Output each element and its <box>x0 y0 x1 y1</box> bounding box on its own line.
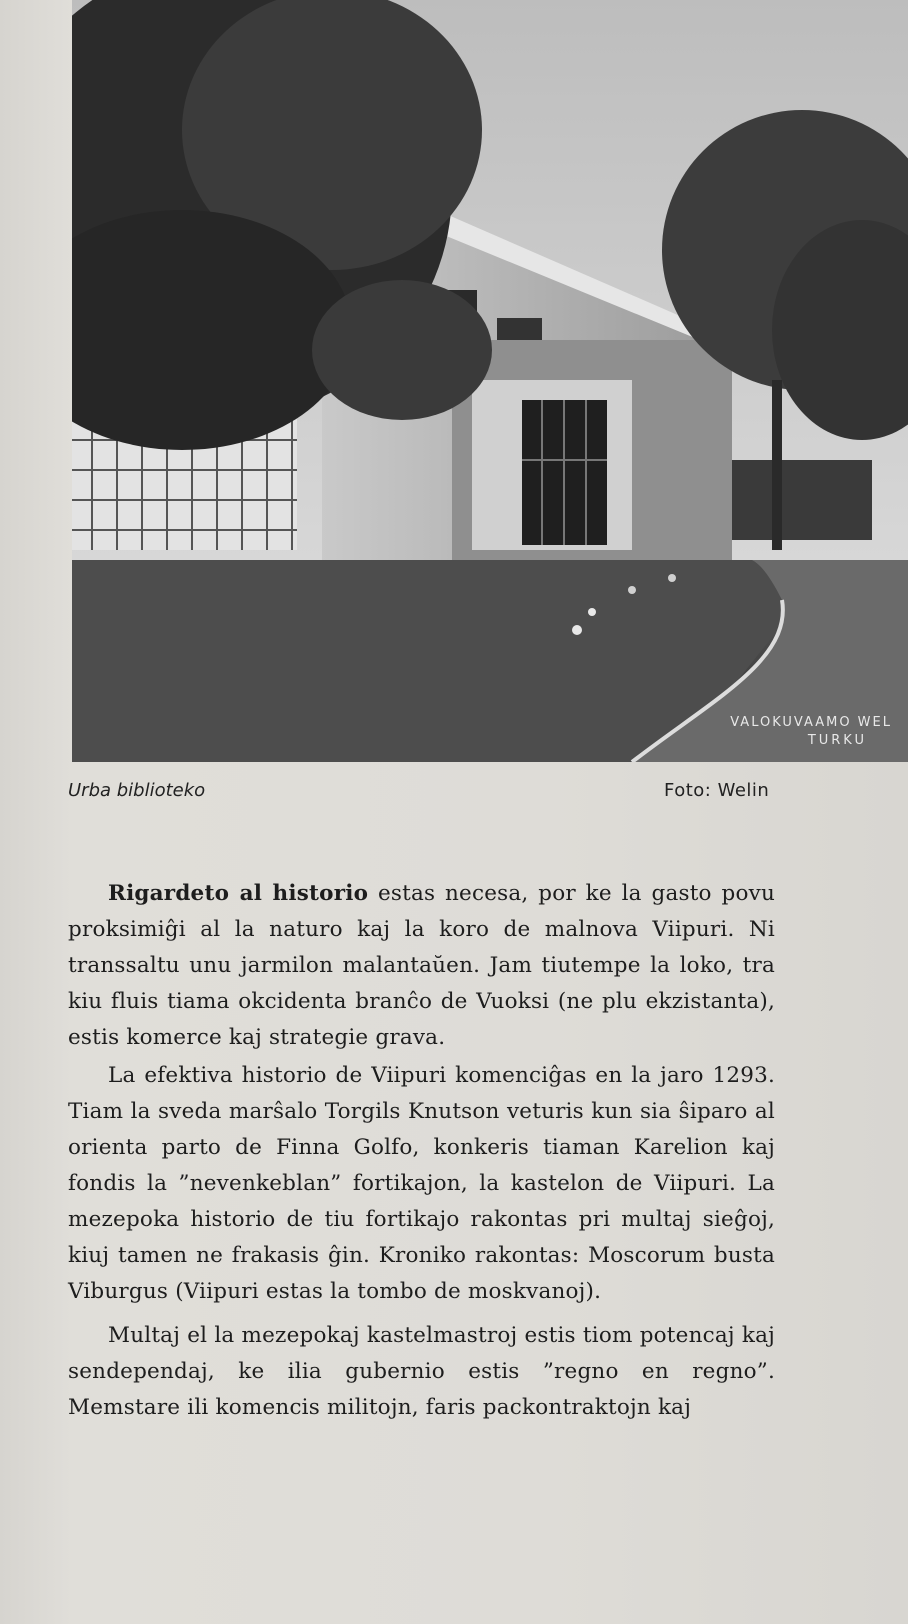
paragraph-lead: Rigardeto al historio <box>108 881 369 906</box>
library-photo-image <box>72 0 908 762</box>
watermark-line2: TURKU <box>807 733 867 748</box>
library-photo <box>72 0 908 762</box>
paragraph <box>68 876 775 1056</box>
photo-credit: Foto: Welin <box>664 780 770 801</box>
article-body <box>68 876 775 1426</box>
paragraph-text: Multaj el la mezepokaj kastelmastroj estis tiom potencaj kaj sendependaj, ke ilia gubernio estis ”regno en regno”. Memstare ili komencis militojn, faris packontraktojn kaj <box>68 1323 775 1420</box>
paragraph <box>68 1318 775 1426</box>
paragraph-text: La efektiva historio de Viipuri komenciĝas en la jaro 1293. Tiam la sveda marŝalo Torgils Knutson veturis kun sia ŝiparo al orienta parto de Finna Golfo, konkeris tiaman Karelion kaj fondis la ”nevenkeblan” fortikajon, la kastelon de Viipuri. La mezepoka historio de tiu fortikajo rakontas pri multaj sieĝoj, kiuj tamen ne frakasis ĝin. Kroniko rakontas: Moscorum busta Viburgus (Viipuri estas la tombo de moskvanoj). <box>68 1063 775 1304</box>
photo-caption: Urba biblioteko <box>68 780 206 801</box>
watermark-line1: VALOKUVAAMO WEL <box>730 715 892 730</box>
paragraph <box>68 1058 775 1310</box>
paragraph-text: estas necesa, por ke la gasto povu proksimiĝi al la naturo kaj la koro de malnova Viipuri. Ni transsaltu unu jarmilon malantaŭen. Jam tiutempe la loko, tra kiu fluis tiama okcidenta branĉo de Vuoksi (ne plu ekzistanta), estis komerce kaj strategie grava. <box>68 881 775 1050</box>
